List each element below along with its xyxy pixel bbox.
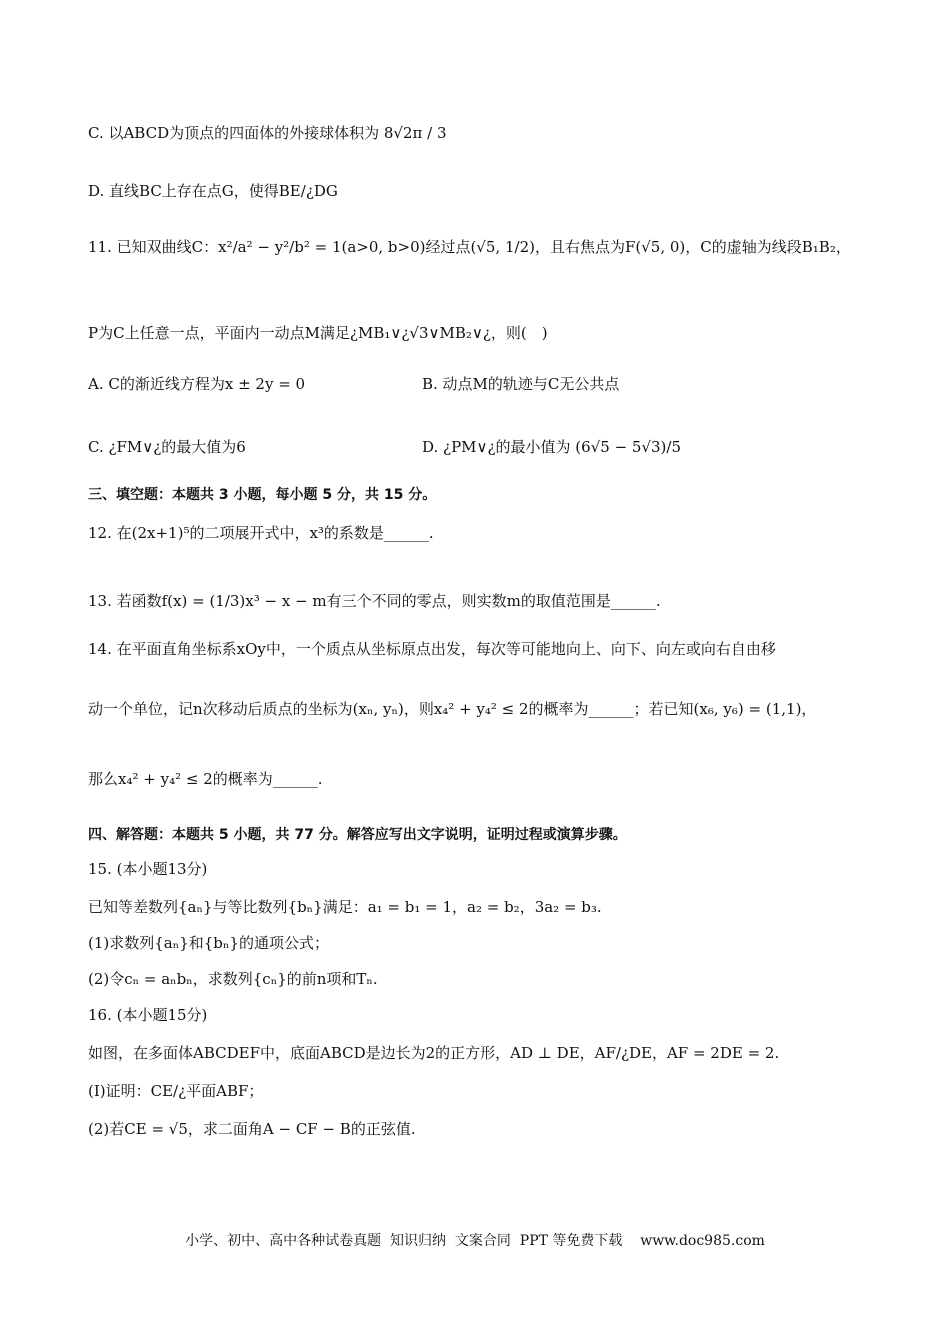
question-16-part1: (I)证明：CE/¿平面ABF； bbox=[88, 1082, 264, 1100]
option-c-11: C. ¿FM∨¿的最大值为6 bbox=[88, 438, 246, 456]
question-15-stem: 已知等差数列{aₙ}与等比数列{bₙ}满足：a₁ = b₁ = 1，a₂ = b₂，3a₂ = b₃. bbox=[88, 898, 602, 916]
section-4-header: 四、解答题：本题共 5 小题，共 77 分。解答应写出文字说明，证明过程或演算步骤。 bbox=[88, 827, 627, 843]
option-d-10: D. 直线BC上存在点G，使得BE/¿DG bbox=[88, 182, 338, 200]
question-16-part2: (2)若CE = √5，求二面角A − CF − B的正弦值. bbox=[88, 1120, 416, 1138]
question-13: 13. 若函数f(x) = (1/3)x³ − x − m有三个不同的零点，则实数m的取值范围是______. bbox=[88, 592, 661, 610]
question-16-stem: 如图，在多面体ABCDEF中，底面ABCD是边长为2的正方形，AD ⊥ DE，AF/¿DE，AF = 2DE = 2. bbox=[88, 1044, 780, 1062]
question-11-cont: P为C上任意一点，平面内一动点M满足¿MB₁∨¿√3∨MB₂∨¿，则( ) bbox=[88, 324, 548, 342]
option-d-11: D. ¿PM∨¿的最小值为 (6√5 − 5√3)/5 bbox=[422, 438, 682, 456]
question-15-part2: (2)令cₙ = aₙbₙ，求数列{cₙ}的前n项和Tₙ. bbox=[88, 970, 378, 988]
question-11: 11. 已知双曲线C：x²/a² − y²/b² = 1(a>0, b>0)经过点(√5, 1/2)，且右焦点为F(√5, 0)，C的虚轴为线段B₁B₂， bbox=[88, 238, 851, 256]
option-c-10: C. 以ABCD为顶点的四面体的外接球体积为 8√2π / 3 bbox=[88, 124, 447, 142]
question-14-cont: 动一个单位，记n次移动后质点的坐标为(xₙ, yₙ)，则x₄² + y₄² ≤ 2的概率为______；若已知(x₆, y₆) = (1,1)， bbox=[88, 700, 817, 718]
option-b-11: B. 动点M的轨迹与C无公共点 bbox=[422, 375, 620, 393]
question-15-part1: (1)求数列{aₙ}和{bₙ}的通项公式； bbox=[88, 934, 329, 952]
option-a-11: A. C的渐近线方程为x ± 2y = 0 bbox=[88, 375, 306, 393]
page-footer: 小学、初中、高中各种试卷真题 知识归纳 文案合同 PPT 等免费下载 www.doc985.com bbox=[185, 1233, 765, 1249]
question-14-end: 那么x₄² + y₄² ≤ 2的概率为______. bbox=[88, 770, 323, 788]
question-14: 14. 在平面直角坐标系xOy中，一个质点从坐标原点出发，每次等可能地向上、向下、向左或向右自由移 bbox=[88, 640, 776, 658]
question-15: 15. (本小题13分) bbox=[88, 860, 208, 878]
section-3-header: 三、填空题：本题共 3 小题，每小题 5 分，共 15 分。 bbox=[88, 487, 437, 503]
question-12: 12. 在(2x+1)⁵的二项展开式中，x³的系数是______. bbox=[88, 524, 434, 542]
question-16: 16. (本小题15分) bbox=[88, 1006, 208, 1024]
